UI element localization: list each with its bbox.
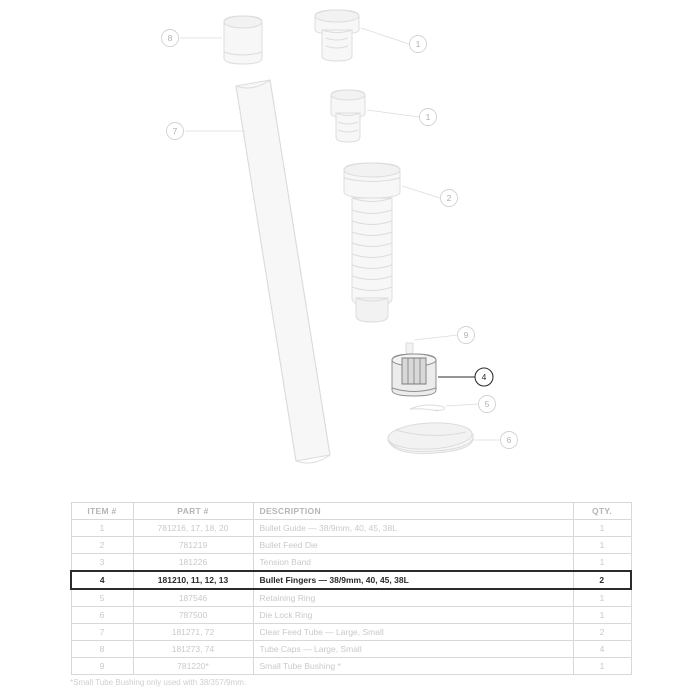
footnote-text: *Small Tube Bushing only used with 38/357/9mm.	[70, 678, 247, 687]
cell-description: Retaining Ring	[253, 589, 573, 607]
cell-part: 187546	[133, 589, 253, 607]
callout-8	[162, 30, 223, 47]
cell-part: 781220*	[133, 658, 253, 675]
cell-description: Tension Band	[253, 554, 573, 572]
table-header-row	[71, 503, 631, 520]
cell-description: Bullet Feed Die	[253, 537, 573, 554]
callout-label-1a: 1	[415, 39, 421, 49]
cell-qty: 2	[573, 571, 631, 589]
parts-table	[70, 502, 632, 675]
callout-label-9: 9	[463, 330, 469, 340]
callout-label-6: 6	[506, 435, 512, 445]
cell-part: 181210, 11, 12, 13	[133, 571, 253, 589]
parts-table-body	[71, 520, 631, 675]
cell-item: 8	[71, 641, 133, 658]
part-bullet-feed-die	[331, 90, 365, 142]
parts-table-container	[70, 502, 630, 675]
cell-part: 781216, 17, 18, 20	[133, 520, 253, 537]
cell-part: 181273, 74	[133, 641, 253, 658]
table-row	[71, 554, 631, 572]
parts-table-header	[71, 503, 631, 520]
cell-qty: 1	[573, 607, 631, 624]
part-small-tube-bushing	[406, 327, 475, 358]
callout-7	[167, 123, 246, 140]
table-row	[71, 520, 631, 537]
cell-item: 2	[71, 537, 133, 554]
part-bullet-fingers	[392, 354, 436, 396]
column-header-description: DESCRIPTION	[253, 503, 573, 520]
table-row	[71, 641, 631, 658]
callout-2	[402, 186, 458, 207]
callout-label-7: 7	[172, 126, 178, 136]
cell-item: 5	[71, 589, 133, 607]
callout-label-4: 4	[481, 372, 487, 382]
cell-description: Bullet Guide — 38/9mm, 40, 45, 38L	[253, 520, 573, 537]
cell-description: Small Tube Bushing *	[253, 658, 573, 675]
cell-item: 7	[71, 624, 133, 641]
cell-item: 1	[71, 520, 133, 537]
table-row	[71, 607, 631, 624]
cell-qty: 4	[573, 641, 631, 658]
cell-qty: 1	[573, 658, 631, 675]
table-row	[71, 624, 631, 641]
cell-qty: 2	[573, 624, 631, 641]
cell-item: 6	[71, 607, 133, 624]
callout-label-8: 8	[167, 33, 173, 43]
part-retaining-ring	[410, 396, 496, 413]
table-row	[71, 589, 631, 607]
callout-4	[438, 368, 493, 386]
cell-item: 3	[71, 554, 133, 572]
column-header-qty: QTY.	[573, 503, 631, 520]
cell-qty: 1	[573, 520, 631, 537]
column-header-part: PART #	[133, 503, 253, 520]
cell-description: Clear Feed Tube — Large, Small	[253, 624, 573, 641]
cell-qty: 1	[573, 554, 631, 572]
part-clear-feed-tube	[236, 80, 330, 463]
cell-item: 4	[71, 571, 133, 589]
callout-label-5: 5	[484, 399, 490, 409]
cell-part: 181226	[133, 554, 253, 572]
callout-1-top	[361, 28, 427, 53]
cell-item: 9	[71, 658, 133, 675]
callout-label-1b: 1	[425, 112, 431, 122]
cell-description: Die Lock Ring	[253, 607, 573, 624]
cell-part: 787500	[133, 607, 253, 624]
part-tension-band	[344, 163, 400, 322]
cell-part: 181271, 72	[133, 624, 253, 641]
cell-qty: 1	[573, 537, 631, 554]
callout-label-2: 2	[446, 193, 452, 203]
table-row	[71, 537, 631, 554]
cell-part: 781219	[133, 537, 253, 554]
cell-description: Tube Caps — Large, Small	[253, 641, 573, 658]
table-row	[71, 658, 631, 675]
part-bullet-guide	[315, 10, 359, 61]
column-header-item: ITEM #	[71, 503, 133, 520]
cell-description: Bullet Fingers — 38/9mm, 40, 45, 38L	[253, 571, 573, 589]
callout-6	[474, 432, 518, 449]
part-die-lock-ring	[387, 421, 473, 454]
part-tube-cap-small	[224, 16, 262, 64]
table-row-highlighted	[71, 571, 631, 589]
callout-1-second	[367, 109, 437, 126]
cell-qty: 1	[573, 589, 631, 607]
